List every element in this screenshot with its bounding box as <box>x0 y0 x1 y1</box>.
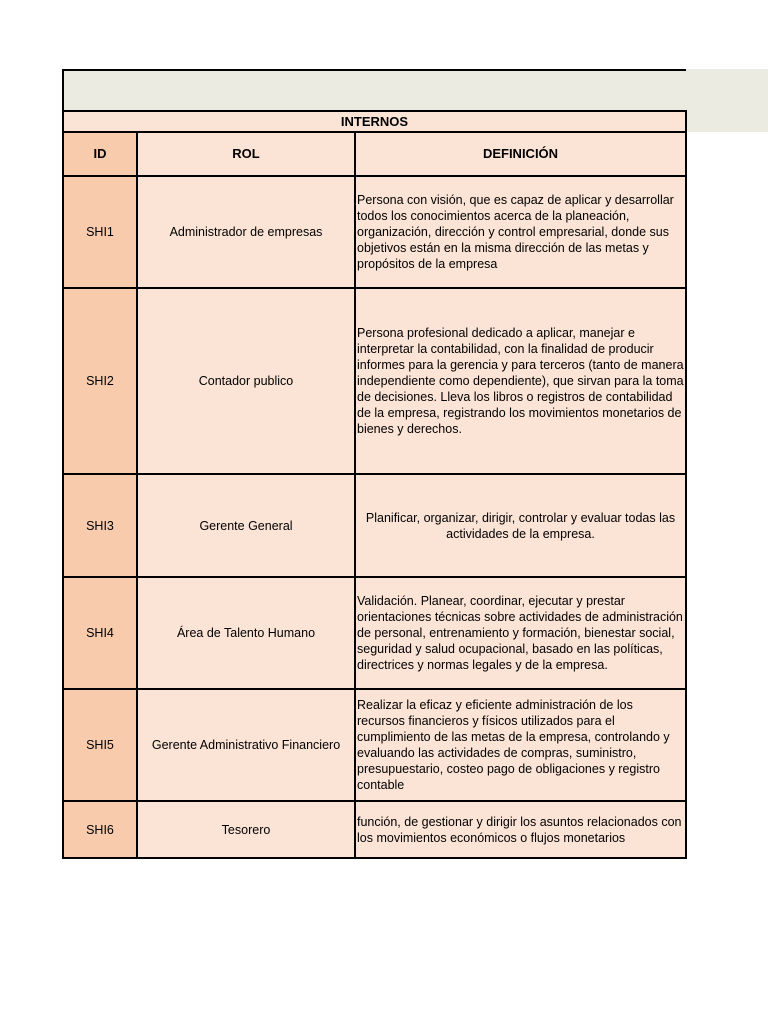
section-title: INTERNOS <box>62 110 687 133</box>
table-row <box>63 176 686 288</box>
table-row <box>63 474 686 577</box>
table-header-row <box>63 132 686 176</box>
row-rol: Contador publico <box>137 288 355 474</box>
row-definicion: función, de gestionar y dirigir los asuntos relacionados con los movimientos económicos o flujos monetarios <box>355 801 686 858</box>
row-id: SHI4 <box>63 577 137 689</box>
row-definicion: Realizar la eficaz y eficiente administración de los recursos financieros y físicos utilizados para el cumplimiento de las metas de la empresa, controlando y evaluando las actividades de compras, suministro, presupuestario, costeo pago de obligaciones y registro contable <box>355 689 686 801</box>
roles-table <box>62 131 687 859</box>
row-definicion: Persona con visión, que es capaz de aplicar y desarrollar todos los conocimientos acerca de la planeación, organización, dirección y control empresarial, donde sus objetivos están en la misma dirección de las metas y propósitos de la empresa <box>355 176 686 288</box>
row-id: SHI5 <box>63 689 137 801</box>
column-header-rol: ROL <box>137 132 355 176</box>
row-definicion: Planificar, organizar, dirigir, controlar y evaluar todas las actividades de la empresa. <box>355 474 686 577</box>
header-bar <box>62 69 686 110</box>
column-header-definicion: DEFINICIÓN <box>355 132 686 176</box>
row-rol: Administrador de empresas <box>137 176 355 288</box>
row-id: SHI6 <box>63 801 137 858</box>
table-row <box>63 689 686 801</box>
row-definicion: Validación. Planear, coordinar, ejecutar y prestar orientaciones técnicas sobre actividades de administración de personal, entrenamiento y formación, bienestar social, seguridad y salud ocupacional, basado en las políticas, directrices y normas legales y de la empresa. <box>355 577 686 689</box>
row-id: SHI1 <box>63 176 137 288</box>
row-definicion: Persona profesional dedicado a aplicar, manejar e interpretar la contabilidad, con la finalidad de producir informes para la gerencia y para terceros (tanto de manera independiente como dependiente), que sirvan para la toma de decisiones. Lleva los libros o registros de contabilidad de la empresa, registrando los movimientos monetarios de bienes y derechos. <box>355 288 686 474</box>
table-row <box>63 801 686 858</box>
row-rol: Gerente General <box>137 474 355 577</box>
row-rol: Área de Talento Humano <box>137 577 355 689</box>
table-row <box>63 577 686 689</box>
row-id: SHI3 <box>63 474 137 577</box>
column-header-id: ID <box>63 132 137 176</box>
row-rol: Gerente Administrativo Financiero <box>137 689 355 801</box>
row-rol: Tesorero <box>137 801 355 858</box>
row-id: SHI2 <box>63 288 137 474</box>
table-row <box>63 288 686 474</box>
